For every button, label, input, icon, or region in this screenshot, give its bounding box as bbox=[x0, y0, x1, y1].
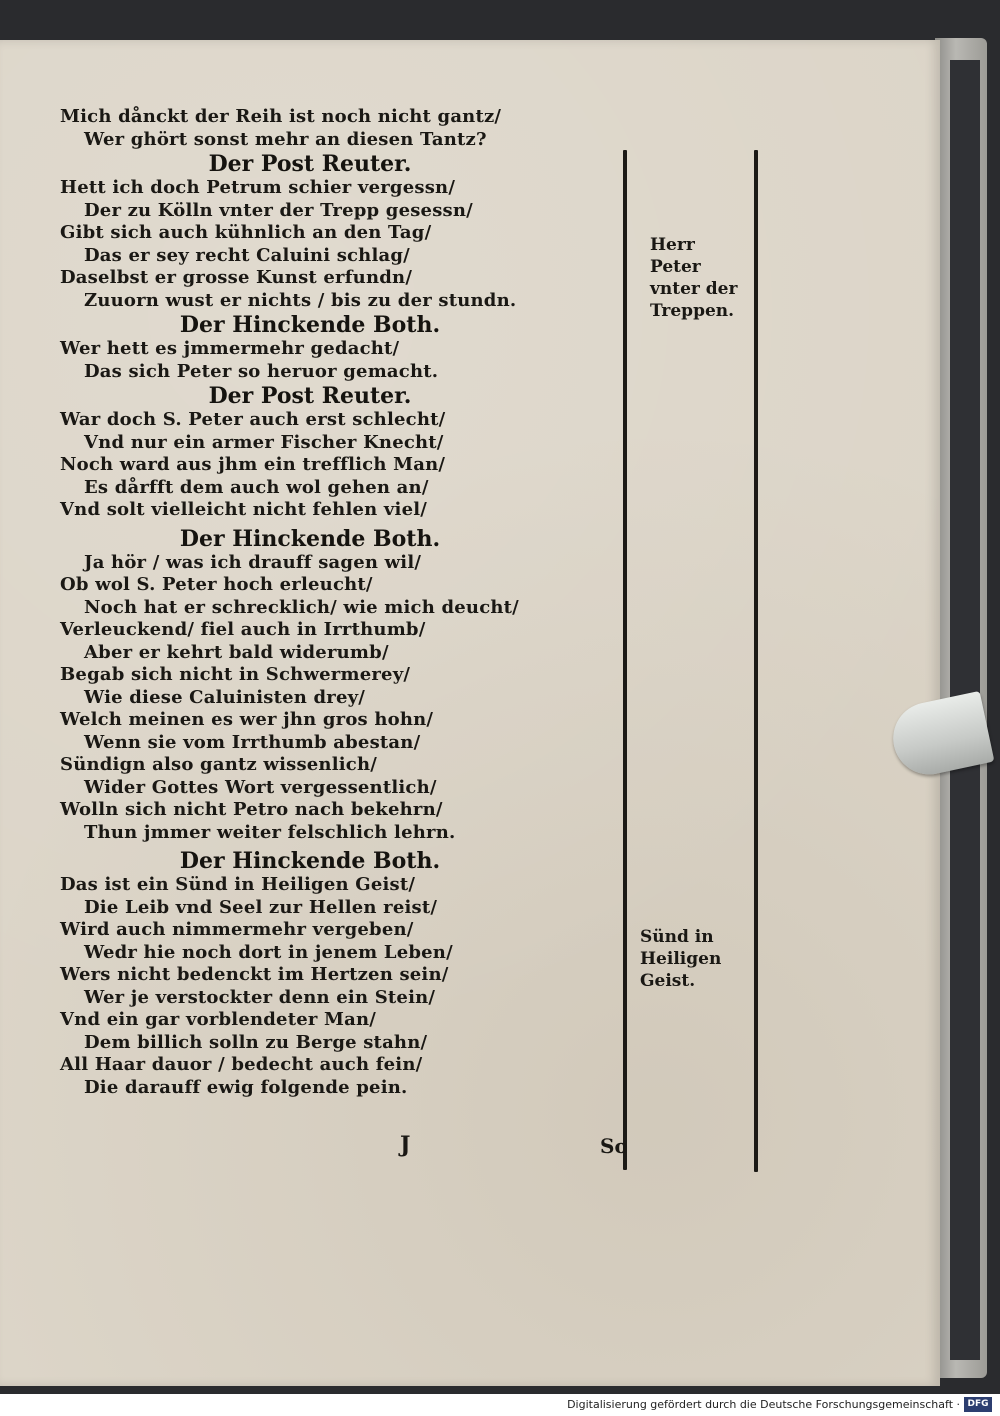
catchword: So bbox=[600, 1134, 628, 1158]
speaker-heading: Der Hinckende Both. bbox=[179, 312, 441, 338]
verse-line: Das er sey recht Caluini schlag/ bbox=[84, 244, 410, 266]
margin-note-suend: Sünd in Heiligen Geist. bbox=[640, 927, 722, 991]
verse-line: Wie diese Caluinisten drey/ bbox=[84, 686, 366, 708]
verse-line: Wer hett es jmmermehr gedacht/ bbox=[60, 338, 400, 359]
verse-line: Die Leib vnd Seel zur Hellen reist/ bbox=[84, 896, 438, 918]
verse-line: Der zu Kölln vnter der Trepp gesessn/ bbox=[84, 199, 473, 221]
verse-line: Vnd nur ein armer Fischer Knecht/ bbox=[84, 431, 444, 453]
margin-rule-left bbox=[623, 150, 627, 1170]
speaker-heading: Der Post Reuter. bbox=[208, 383, 412, 409]
verse-line: Verleuckend/ fiel auch in Irrthumb/ bbox=[60, 619, 426, 640]
verse-line: Das sich Peter so heruor gemacht. bbox=[84, 360, 439, 382]
speaker-heading: Der Hinckende Both. bbox=[179, 848, 441, 874]
signature-mark: J bbox=[400, 1132, 411, 1158]
dfg-logo: DFG bbox=[964, 1397, 992, 1412]
verse-line: Daselbst er grosse Kunst erfundn/ bbox=[60, 267, 413, 288]
verse-line: Das ist ein Sünd in Heiligen Geist/ bbox=[60, 874, 416, 895]
footer-credit: Digitalisierung gefördert durch die Deutsche Forschungsgemeinschaft · bbox=[567, 1398, 960, 1411]
verse-line: Welch meinen es wer jhn gros hohn/ bbox=[60, 709, 434, 730]
verse-line: Sündign also gantz wissenlich/ bbox=[60, 754, 378, 775]
verse-line: Es dårfft dem auch wol gehen an/ bbox=[84, 476, 429, 498]
verse-line: War doch S. Peter auch erst schlecht/ bbox=[60, 409, 446, 430]
verse-line: Wolln sich nicht Petro nach bekehrn/ bbox=[60, 799, 443, 820]
verse-line: Ob wol S. Peter hoch erleucht/ bbox=[60, 574, 373, 595]
verse-line: Wenn sie vom Irrthumb abestan/ bbox=[84, 731, 421, 753]
verse-line: Vnd solt vielleicht nicht fehlen viel/ bbox=[60, 499, 428, 520]
poem-text-column bbox=[60, 106, 620, 1099]
verse-line: Dem billich solln zu Berge stahn/ bbox=[84, 1031, 428, 1053]
verse-line: All Haar dauor / bedecht auch fein/ bbox=[60, 1054, 423, 1075]
verse-line: Wird auch nimmermehr vergeben/ bbox=[60, 919, 414, 940]
verse-line: Noch hat er schrecklich/ wie mich deucht/ bbox=[84, 596, 519, 618]
verse-line: Noch ward aus jhm ein trefflich Man/ bbox=[60, 454, 446, 475]
verse-line: Mich dånckt der Reih ist noch nicht gantz/ bbox=[60, 106, 502, 127]
verse-line: Vnd ein gar vorblendeter Man/ bbox=[60, 1009, 377, 1030]
speaker-heading: Der Hinckende Both. bbox=[179, 525, 441, 552]
verse-line: Begab sich nicht in Schwermerey/ bbox=[60, 664, 411, 685]
verse-line: Aber er kehrt bald widerumb/ bbox=[84, 641, 389, 663]
verse-line: Gibt sich auch kühnlich an den Tag/ bbox=[60, 222, 432, 243]
margin-note-herr-peter: Herr Peter vnter der Treppen. bbox=[650, 235, 738, 321]
verse-line: Wer ghört sonst mehr an diesen Tantz? bbox=[84, 128, 487, 150]
verse-line: Ja hör / was ich drauff sagen wil/ bbox=[84, 551, 422, 573]
verse-line: Wider Gottes Wort vergessentlich/ bbox=[84, 776, 437, 798]
verse-line: Wedr hie noch dort in jenem Leben/ bbox=[84, 941, 453, 963]
verse-line: Zuuorn wust er nichts / bis zu der stundn. bbox=[84, 289, 517, 311]
speaker-heading: Der Post Reuter. bbox=[208, 151, 412, 177]
verse-line: Wers nicht bedenckt im Hertzen sein/ bbox=[60, 964, 449, 985]
margin-rule-right bbox=[754, 150, 758, 1172]
verse-line: Hett ich doch Petrum schier vergessn/ bbox=[60, 177, 456, 198]
verse-line: Thun jmmer weiter felschlich lehrn. bbox=[84, 821, 456, 843]
verse-line: Die darauff ewig folgende pein. bbox=[84, 1076, 408, 1098]
verse-line: Wer je verstockter denn ein Stein/ bbox=[84, 986, 436, 1008]
